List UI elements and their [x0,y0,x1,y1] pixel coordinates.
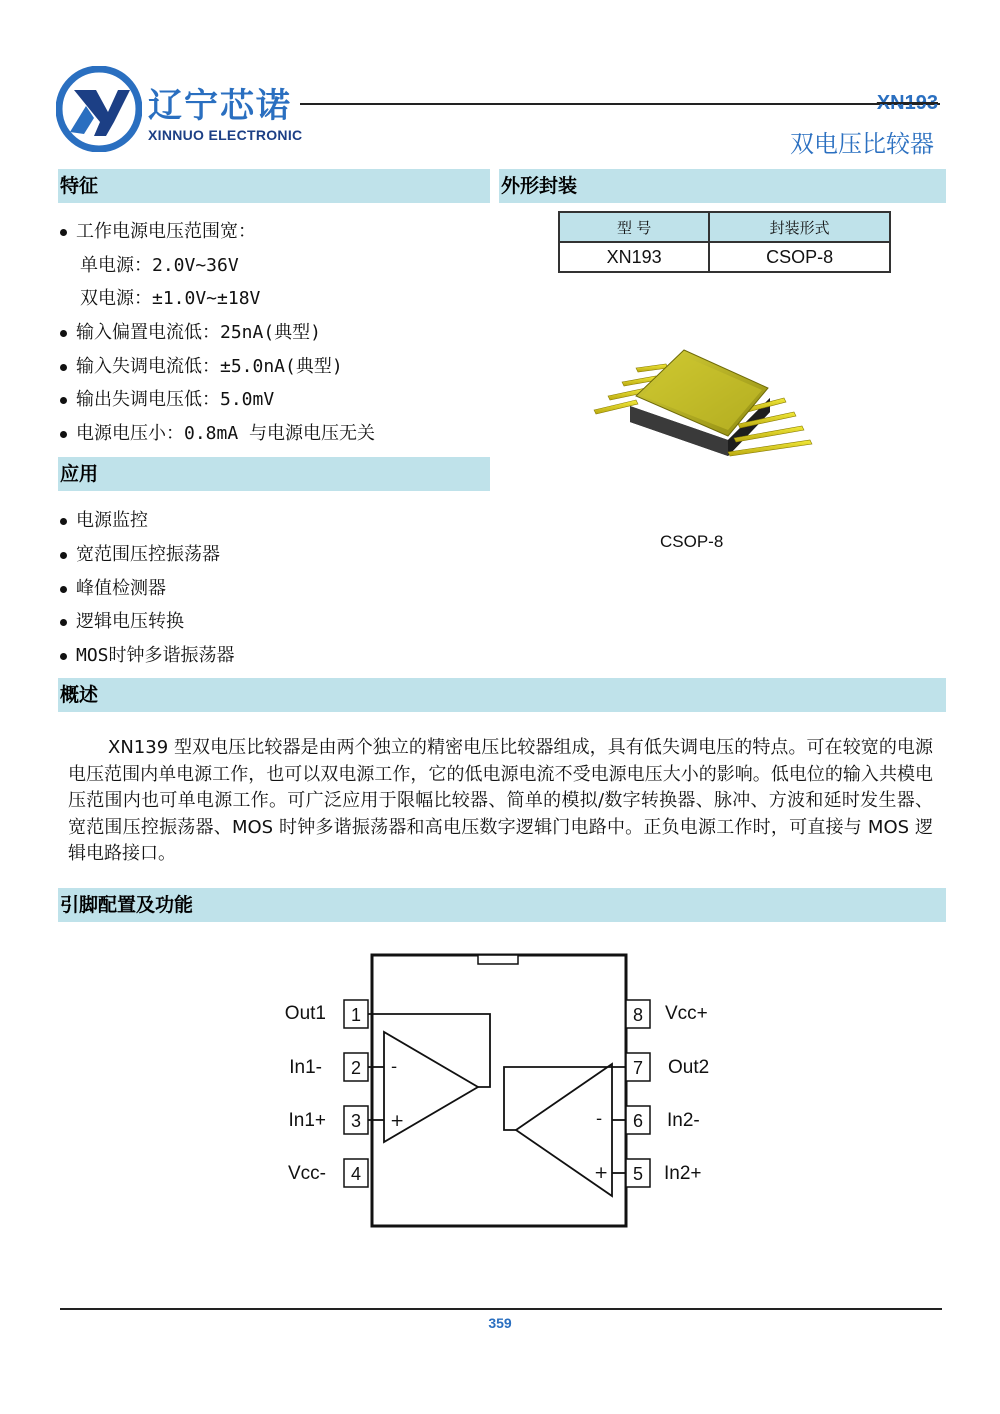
pin-name: Vcc- [288,1163,326,1184]
table-header-row [559,212,890,242]
bullet-icon [60,552,67,559]
pin-name: Out2 [668,1057,710,1078]
pin-number: 4 [350,1164,362,1184]
part-number: XN193 [876,92,938,114]
pin-number: 8 [632,1005,644,1025]
pin-number: 5 [632,1164,644,1184]
comparator-1-minus: - [391,1057,398,1077]
pin-number: 1 [350,1005,362,1025]
xn-logo-icon [56,66,142,152]
application-item [60,510,148,532]
application-item [60,544,220,566]
pin-number: 3 [350,1111,362,1131]
application-text: 逻辑电压转换 [76,611,184,632]
feature-item [60,356,343,378]
pin-name: In2+ [664,1163,702,1184]
section-package-heading: 外形封装 [499,169,946,203]
application-item [60,578,166,600]
table-cell: XN193 [559,242,709,272]
application-text: MOS时钟多谐振荡器 [76,645,235,666]
application-text: 宽范围压控振荡器 [76,544,220,565]
feature-subitem: 单电源：2.0V~36V [80,255,239,276]
pin-name: In1+ [288,1110,326,1131]
bullet-icon [60,653,67,660]
header-rule [300,103,940,105]
bullet-icon [60,586,67,593]
ic-notch [478,955,518,964]
pin-number: 7 [632,1058,644,1078]
section-features-heading: 特征 [58,169,490,203]
package-table [558,211,891,273]
feature-text: 输出失调电压低：5.0mV [76,389,275,410]
feature-item [60,389,274,411]
bullet-icon [60,619,67,626]
page-number: 359 [488,1315,512,1331]
application-text: 电源监控 [76,510,148,531]
bullet-icon [60,364,67,371]
section-applications-heading: 应用 [58,457,490,491]
bullet-icon [60,518,67,525]
feature-text: 输入偏置电流低：25nA(典型) [76,322,322,343]
bullet-icon [60,431,67,438]
comparator-2-minus: - [596,1109,603,1129]
feature-text: 电源电压小：0.8mA 与电源电压无关 [76,423,376,444]
bullet-icon [60,330,67,337]
section-pins-heading: 引脚配置及功能 [58,888,946,922]
pin-number: 2 [350,1058,362,1078]
bullet-icon [60,397,67,404]
pin-name: In1- [289,1057,322,1078]
table-header-cell: 封装形式 [709,212,890,242]
table-header-cell: 型 号 [559,212,709,242]
package-caption: CSOP-8 [660,532,724,551]
comparator-1-plus: + [390,1111,405,1131]
pin-number: 6 [632,1111,644,1131]
feature-text: 输入失调电流低：±5.0nA(典型) [76,356,343,377]
footer-rule [60,1308,942,1310]
doc-title: 双电压比较器 [790,130,934,158]
section-overview-heading: 概述 [58,678,946,712]
feature-item [60,322,321,344]
feature-item [60,423,375,445]
feature-subitem: 双电源：±1.0V~±18V [80,288,261,309]
table-row [559,242,890,272]
table-cell: CSOP-8 [709,242,890,272]
brand-name-cn: 辽宁芯诺 [148,86,292,126]
feature-item [60,221,256,243]
comparator-2-plus: + [594,1163,609,1183]
pin-name: In2- [667,1110,700,1131]
pin-name: Out1 [284,1003,326,1024]
bullet-icon [60,229,67,236]
application-item [60,645,235,667]
pin-name: Vcc+ [665,1003,708,1024]
application-text: 峰值检测器 [76,578,166,599]
csop8-chip-image [588,340,818,480]
application-item [60,611,184,633]
brand-name-en: XINNUO ELECTRONIC [148,127,303,143]
feature-text: 工作电源电压范围宽： [76,221,256,242]
overview-paragraph: XN139 型双电压比较器是由两个独立的精密电压比较器组成，具有低失调电压的特点。可在较宽的电源电压范围内单电源工作，也可以双电源工作，它的低电源电流不受电源电压大小的影响。低电位的输入共模电压范围内也可单电源工作。可广泛应用于限幅比较器、简单的模拟/数字转换器、脉冲、方波和延时发生器、宽范围压控振荡器、MOS 时钟多谐振荡器和高电压数字逻辑门电路中。正负电源工作时，可直接与 MOS 逻辑电路接口。 [68,737,933,864]
pin-configuration-diagram [260,930,735,1245]
